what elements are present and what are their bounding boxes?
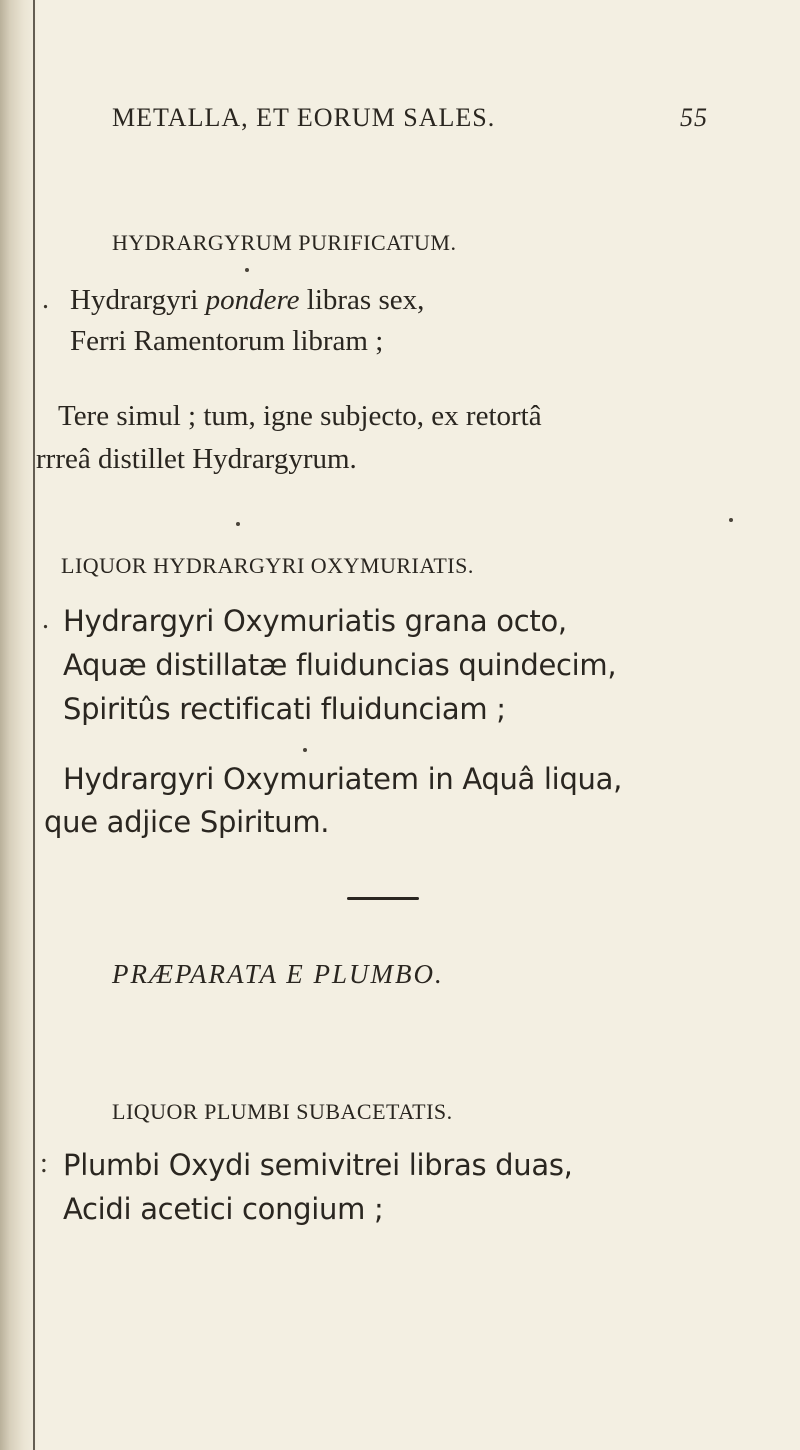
recipe-mark: .	[42, 284, 49, 315]
recipe-line: Hydrargyri Oxymuriatis grana octo,	[63, 604, 567, 638]
instruction-line: que adjice Spiritum.	[44, 805, 330, 839]
paper-speck	[245, 268, 249, 272]
paper-speck	[729, 518, 733, 522]
recipe-text: libras sex,	[299, 284, 425, 316]
instruction-line: Tere simul ; tum, igne subjecto, ex retortâ	[58, 400, 542, 432]
running-title: METALLA, ET EORUM SALES.	[112, 103, 496, 132]
section-title-liquor-hydrargyri: LIQUOR HYDRARGYRI OXYMURIATIS.	[61, 553, 474, 578]
instruction-line: rrreâ distillet Hydrargyrum.	[36, 443, 357, 475]
section-divider	[347, 897, 419, 900]
section-title-hydrargyrum-purificatum: HYDRARGYRUM PURIFICATUM.	[112, 230, 457, 255]
page-number: 55	[680, 103, 708, 132]
recipe-line: Spiritûs rectificati fluidunciam ;	[63, 692, 506, 726]
recipe-mark: :	[40, 1148, 48, 1179]
paper-speck	[303, 748, 307, 752]
recipe-line	[70, 284, 424, 317]
section-title-liquor-plumbi: LIQUOR PLUMBI SUBACETATIS.	[112, 1099, 453, 1124]
instruction-line: Hydrargyri Oxymuriatem in Aquâ liqua,	[63, 762, 623, 796]
page-header	[112, 103, 708, 143]
recipe-text: Hydrargyri	[70, 284, 206, 316]
recipe-text-italic: pondere	[205, 284, 300, 316]
paper-speck	[236, 522, 240, 526]
recipe-line: Ferri Ramentorum libram ;	[70, 325, 384, 357]
recipe-mark: .	[42, 604, 49, 635]
part-title: PRÆPARATA E PLUMBO.	[112, 959, 444, 989]
recipe-line: Aquæ distillatæ fluiduncias quindecim,	[63, 648, 617, 682]
recipe-line: Plumbi Oxydi semivitrei libras duas,	[63, 1148, 573, 1182]
recipe-line: Acidi acetici congium ;	[63, 1192, 384, 1226]
